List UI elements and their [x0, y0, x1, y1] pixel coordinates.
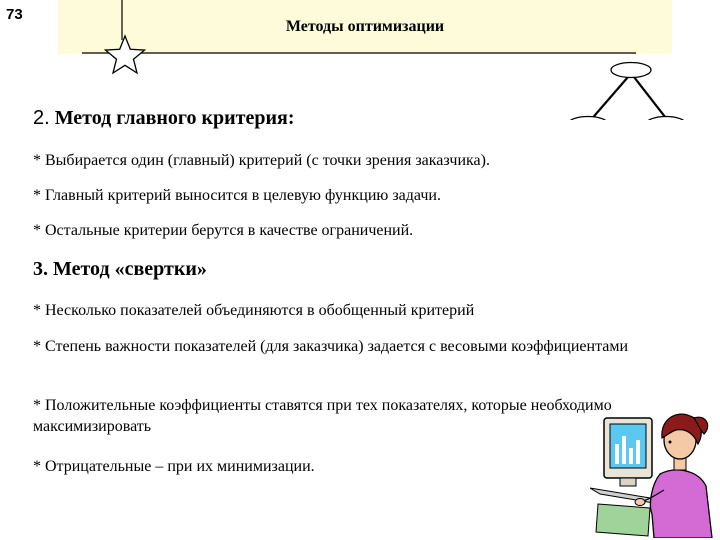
triangle-diagram-icon [568, 63, 686, 121]
bullet-main-criterion-1: * Выбирается один (главный) критерий (с точки зрения заказчика). [33, 152, 490, 169]
star-icon [106, 36, 145, 73]
bullet-convolution-3: * Положительные коэффициенты ставятся при тех показателях, которые необходимо максимизировать [33, 397, 612, 435]
section-3-heading: 3. Метод «свертки» [33, 258, 207, 280]
slide-title: Методы оптимизации [285, 18, 445, 35]
bullet-convolution-2: * Степень важности показателей (для заказчика) задается с весовыми коэффициентами [33, 338, 629, 355]
bullet-convolution-4: * Отрицательные – при их минимизации. [33, 458, 315, 475]
section-2-number: 2. [33, 107, 50, 129]
slide-number: 73 [6, 6, 23, 23]
section-2-heading [33, 107, 294, 130]
bullet-convolution-1: * Несколько показателей объединяются в обобщенный критерий [33, 302, 475, 319]
bullet-main-criterion-3: * Остальные критерии берутся в качестве ограничений. [33, 222, 414, 239]
shirt [650, 470, 712, 538]
section-2-heading-text: Метод главного критерия: [49, 107, 295, 129]
bullet-main-criterion-2: * Главный критерий выносится в целевую функцию задачи. [33, 187, 441, 204]
person-at-computer-icon [590, 404, 715, 538]
